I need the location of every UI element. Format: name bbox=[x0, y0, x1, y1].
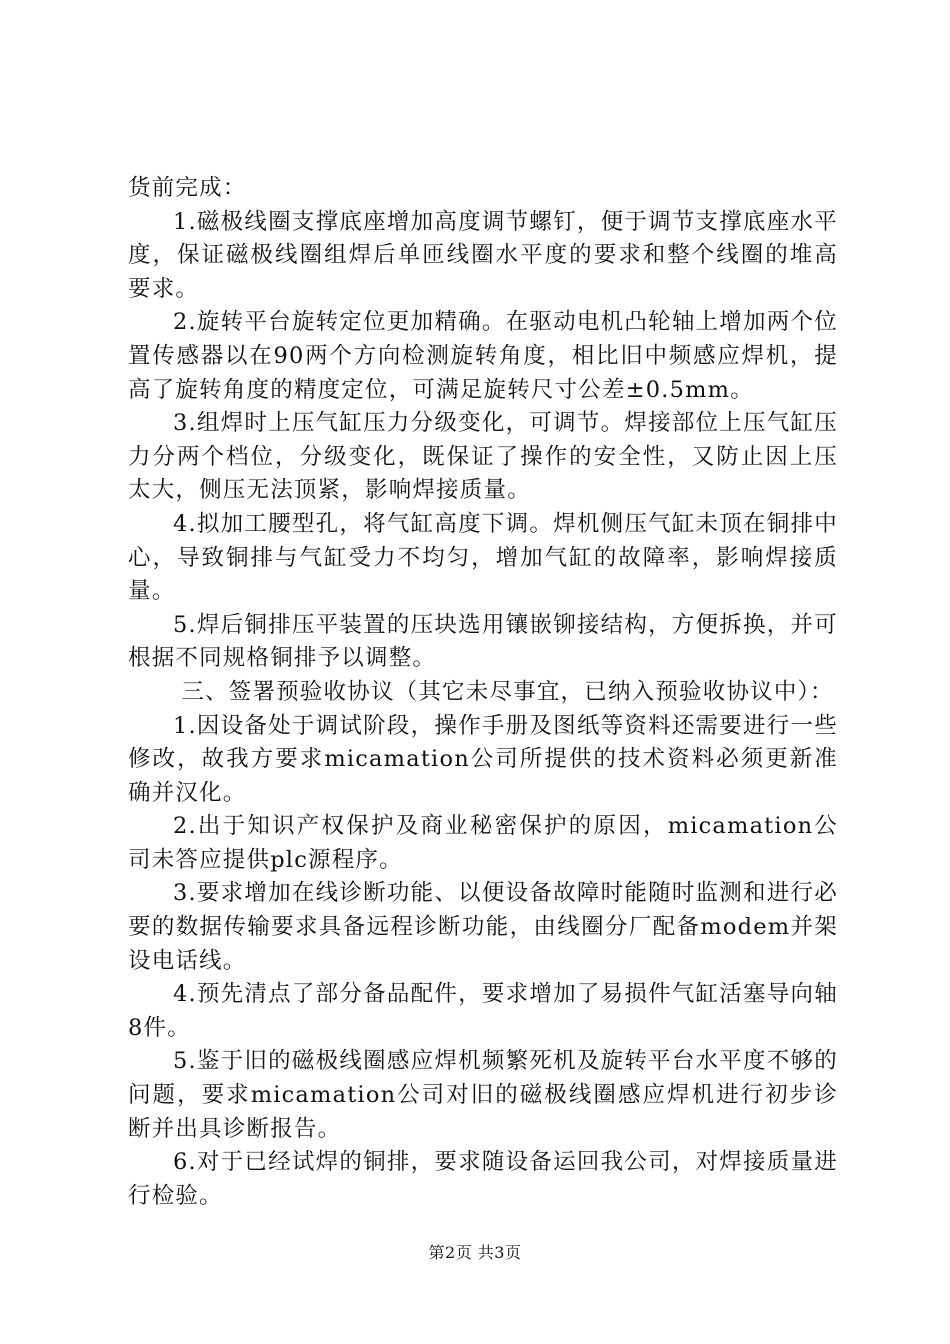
page-footer: 第2页 共3页 bbox=[428, 1243, 522, 1262]
paragraph-item-5: 5.焊后铜排压平装置的压块选用镶嵌铆接结构，方便拆换，并可根据不同规格铜排予以调整。 bbox=[128, 611, 838, 672]
agreement-item-2: 2.出于知识产权保护及商业秘密保护的原因，micamation公司未答应提供plc源程序。 bbox=[128, 813, 838, 873]
paragraph-continuation: 货前完成： bbox=[128, 175, 247, 201]
agreement-item-4: 4.预先清点了部分备品配件，要求增加了易损件气缸活塞导向轴8件。 bbox=[128, 981, 838, 1041]
document-body bbox=[128, 172, 838, 1213]
agreement-item-3: 3.要求增加在线诊断功能、以便设备故障时能随时监测和进行必要的数据传输要求具备远程诊断功能，由线圈分厂配备modem并架设电话线。 bbox=[128, 880, 838, 974]
paragraph-item-2: 2.旋转平台旋转定位更加精确。在驱动电机凸轮轴上增加两个位置传感器以在90两个方向检测旋转角度，相比旧中频感应焊机，提高了旋转角度的精度定位，可满足旋转尺寸公差±0.5mm。 bbox=[128, 309, 838, 403]
paragraph-item-4: 4.拟加工腰型孔，将气缸高度下调。焊机侧压气缸未顶在铜排中心，导致铜排与气缸受力不均匀，增加气缸的故障率，影响焊接质量。 bbox=[128, 510, 838, 605]
paragraph-item-1: 1.磁极线圈支撑底座增加高度调节螺钉，便于调节支撑底座水平度，保证磁极线圈组焊后单匝线圈水平度的要求和整个线圈的堆高要求。 bbox=[128, 208, 838, 302]
agreement-item-6: 6.对于已经试焊的铜排，要求随设备运回我公司，对焊接质量进行检验。 bbox=[128, 1149, 838, 1209]
section-heading-3: 三、签署预验收协议（其它未尽事宜，已纳入预验收协议中）： bbox=[173, 678, 834, 705]
agreement-item-5: 5.鉴于旧的磁极线圈感应焊机频繁死机及旋转平台水平度不够的问题，要求micamation公司对旧的磁极线圈感应焊机进行初步诊断并出具诊断报告。 bbox=[128, 1048, 838, 1142]
agreement-item-1: 1.因设备处于调试阶段，操作手册及图纸等资料还需要进行一些修改，故我方要求micamation公司所提供的技术资料必须更新准确并汉化。 bbox=[128, 712, 838, 806]
paragraph-item-3: 3.组焊时上压气缸压力分级变化，可调节。焊接部位上压气缸压力分两个档位，分级变化，既保证了操作的安全性，又防止因上压太大，侧压无法顶紧，影响焊接质量。 bbox=[128, 410, 838, 504]
